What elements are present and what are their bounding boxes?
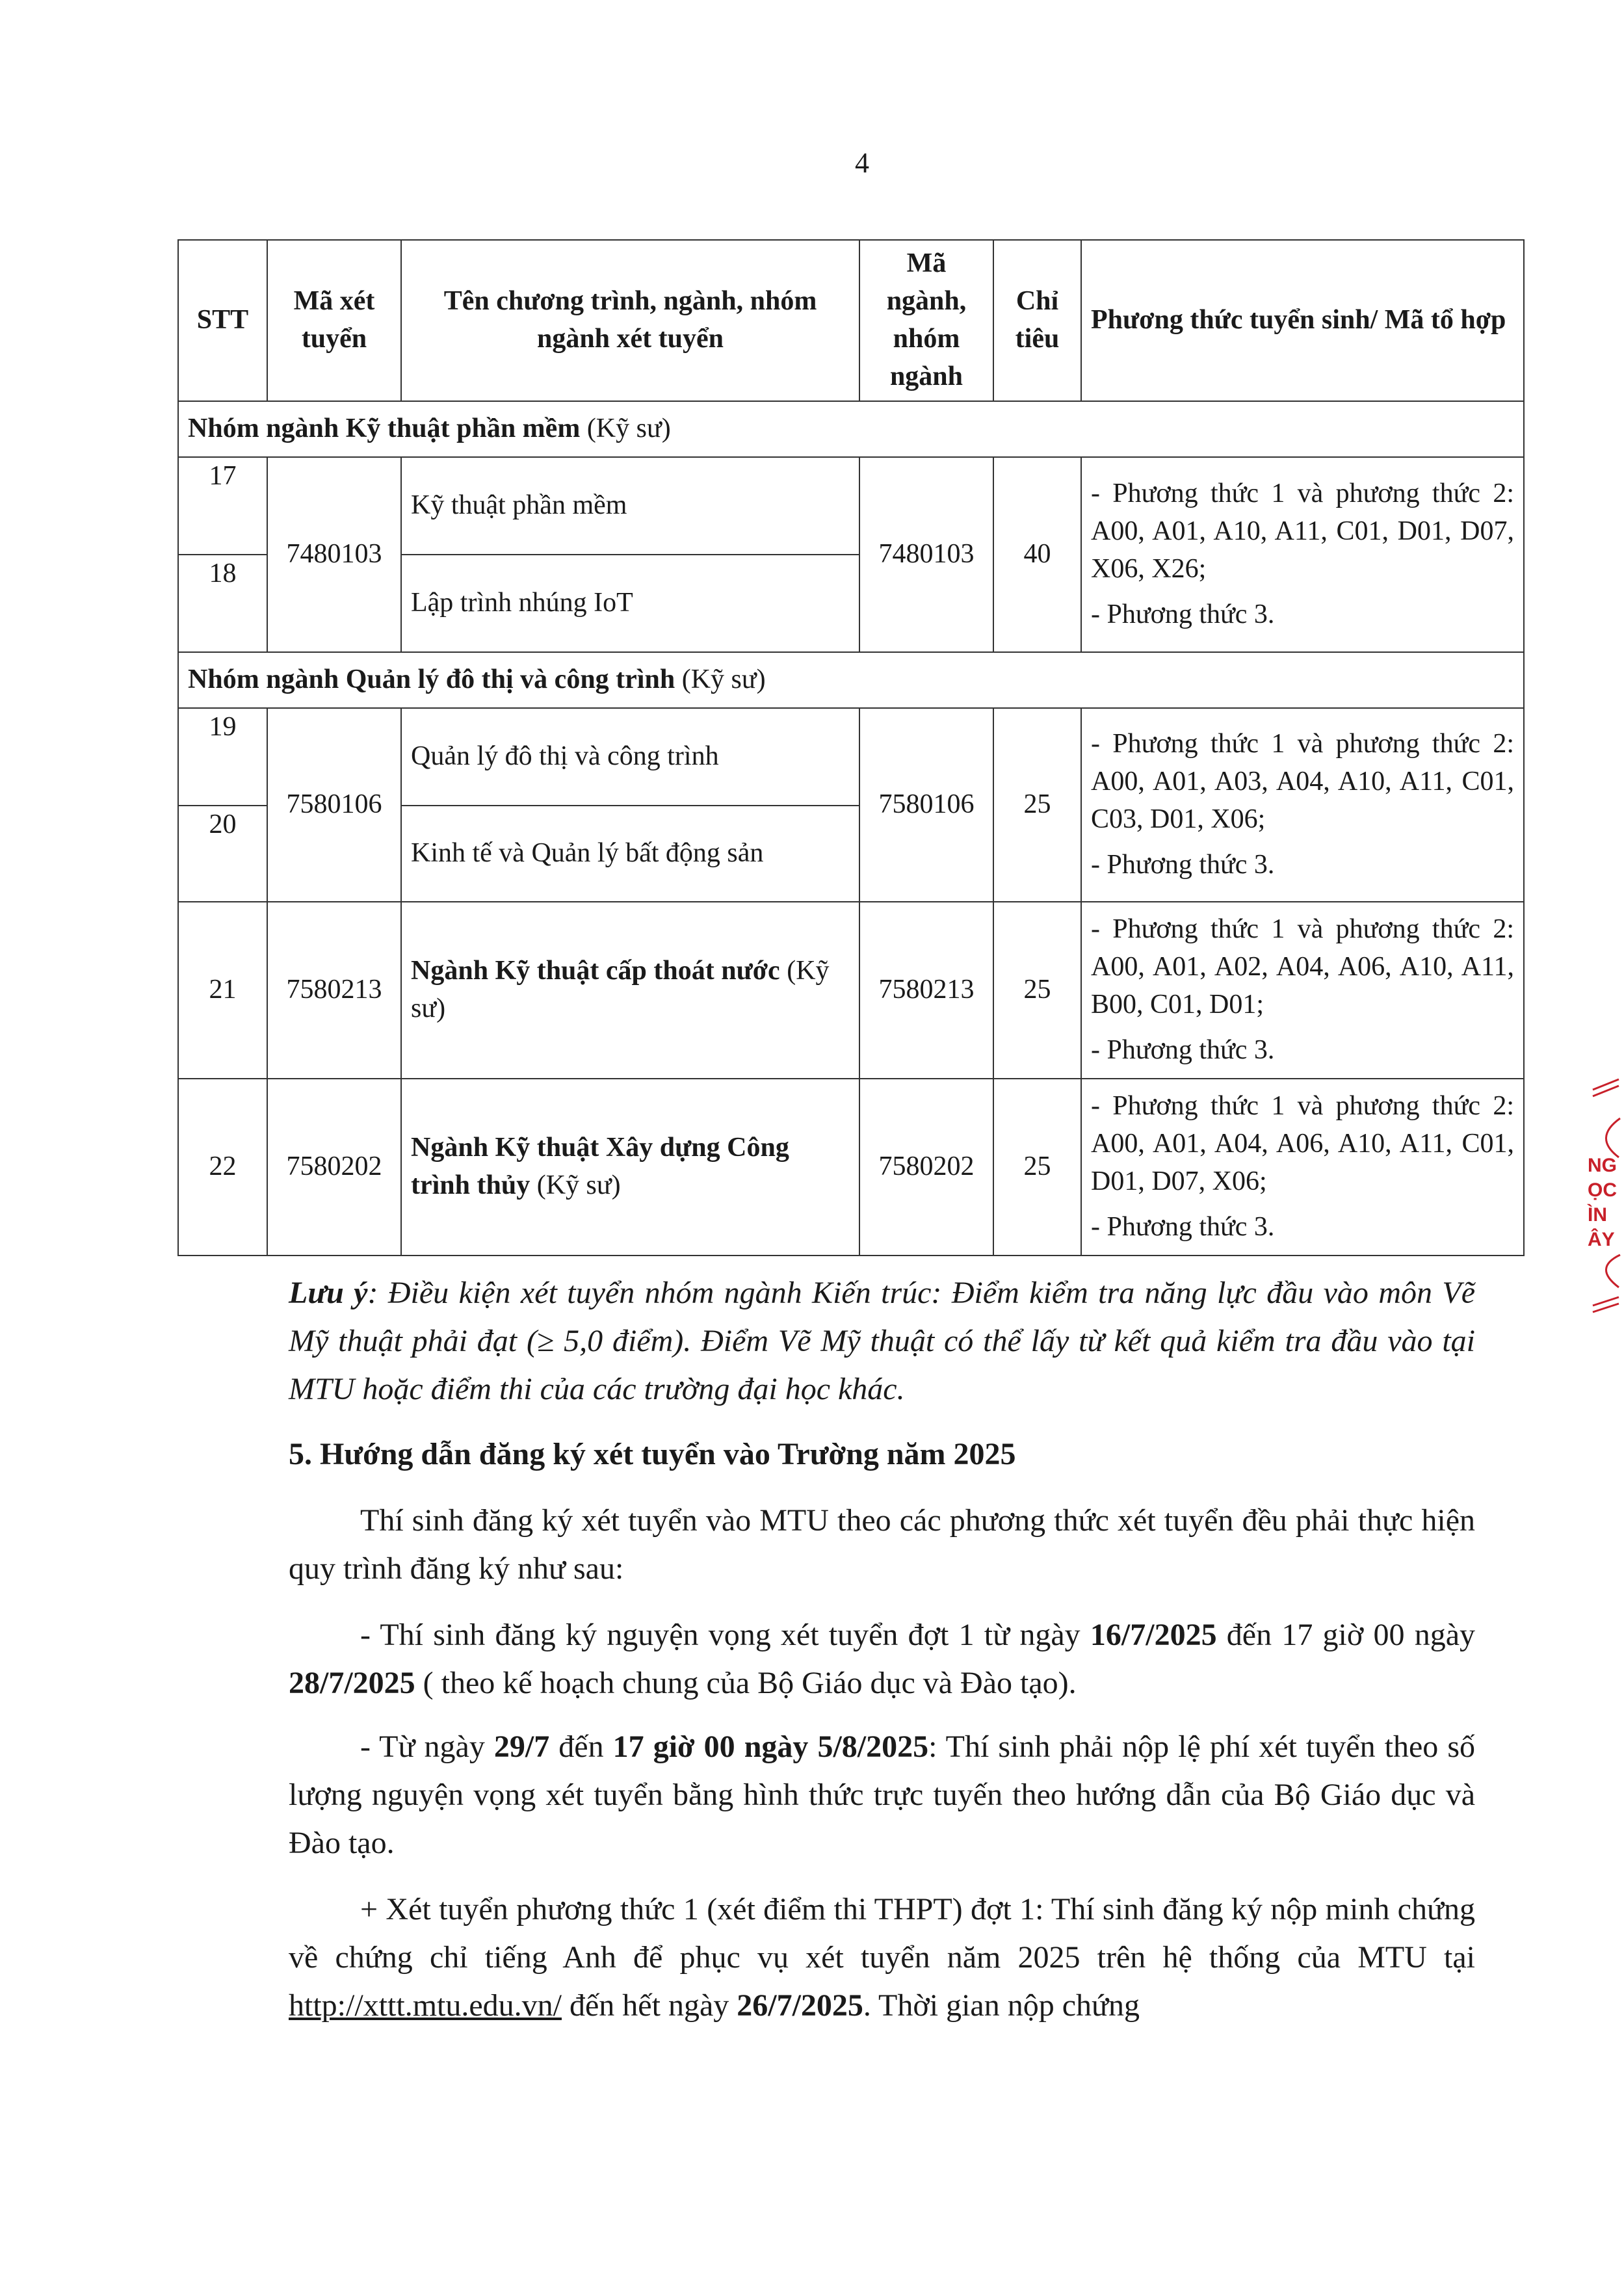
chi-tieu-cell: 25 xyxy=(993,902,1081,1079)
note-text: : Điều kiện xét tuyển nhóm ngành Kiến trúc: Điểm kiểm tra năng lực đầu vào môn Vẽ Mỹ thuật phải đạt (≥ 5,0 điểm). Điểm Vẽ Mỹ thuật có thể lấy từ kết quả kiểm tra đầu vào tại MTU hoặc điểm thi của các trường đại học khác. xyxy=(289,1276,1476,1406)
section-heading: 5. Hướng dẫn đăng ký xét tuyển vào Trường năm 2025 xyxy=(289,1437,1016,1471)
ma-nganh-cell: 7580202 xyxy=(859,1079,993,1256)
stt-cell: 21 xyxy=(178,902,267,1079)
ma-xet-tuyen-cell: 7580213 xyxy=(267,902,401,1079)
header-chi-tieu: Chỉ tiêu xyxy=(993,240,1081,401)
method-1-text: - Phương thức 1 và phương thức 2: A00, A01, A03, A04, A10, A11, C01, C03, D01, X06; xyxy=(1091,729,1514,834)
group-title-row xyxy=(178,652,1524,708)
stamp-text: NG xyxy=(1588,1155,1617,1176)
header-phuong-thuc: Phương thức tuyển sinh/ Mã tổ hợp xyxy=(1081,240,1524,401)
stt-cell: 22 xyxy=(178,1079,267,1256)
table-row xyxy=(178,902,1524,1079)
program-name-cell: Kinh tế và Quản lý bất động sản xyxy=(401,806,859,902)
svg-text:ỌC: ỌC xyxy=(1588,1179,1617,1201)
stt-cell: 19 xyxy=(178,708,267,806)
chi-tieu-cell: 25 xyxy=(993,1079,1081,1256)
header-stt: STT xyxy=(178,240,267,401)
table-header-row xyxy=(178,240,1524,401)
note-paragraph xyxy=(289,1269,1475,1414)
program-name-cell: Ngành Kỹ thuật Xây dựng Công trình thủy (Kỹ sư) xyxy=(401,1079,859,1256)
paragraph-1: Thí sinh đăng ký xét tuyển vào MTU theo các phương thức xét tuyển đều phải thực hiện quy trình đăng ký như sau: xyxy=(289,1503,1475,1586)
table-row xyxy=(178,457,1524,555)
ma-xet-tuyen-cell: 7580202 xyxy=(267,1079,401,1256)
method-1-text: - Phương thức 1 và phương thức 2: A00, A01, A02, A04, A06, A10, A11, B00, C01, D01; xyxy=(1091,914,1514,1019)
note-label: Lưu ý xyxy=(289,1276,368,1310)
mtu-link[interactable]: http://xttt.mtu.edu.vn/ xyxy=(289,1988,562,2023)
ma-xet-tuyen-cell: 7480103 xyxy=(267,457,401,652)
table-row xyxy=(178,1079,1524,1256)
stt-cell: 18 xyxy=(178,555,267,652)
svg-text:ÌN: ÌN xyxy=(1588,1204,1607,1226)
method-cell xyxy=(1081,902,1524,1079)
program-name-cell: Lập trình nhúng IoT xyxy=(401,555,859,652)
ma-nganh-cell: 7580213 xyxy=(859,902,993,1079)
method-cell xyxy=(1081,1079,1524,1256)
ma-nganh-cell: 7580106 xyxy=(859,708,993,902)
method-1-text: - Phương thức 1 và phương thức 2: A00, A01, A04, A06, A10, A11, C01, D01, D07, X06; xyxy=(1091,1091,1514,1196)
header-ma-nganh: Mã ngành, nhóm ngành xyxy=(859,240,993,401)
paragraph-4: + Xét tuyển phương thức 1 (xét điểm thi THPT) đợt 1: Thí sinh đăng ký nộp minh chứng về chứng chỉ tiếng Anh để phục vụ xét tuyển năm 2025 trên hệ thống của MTU tại http://xttt.mtu.edu.vn/ đến hết ngày 26/7/2025. Thời gian nộp chứng xyxy=(289,1892,1475,2023)
stt-cell: 17 xyxy=(178,457,267,555)
method-2-text: - Phương thức 3. xyxy=(1091,599,1275,629)
svg-text:ÂY: ÂY xyxy=(1588,1229,1615,1250)
method-2-text: - Phương thức 3. xyxy=(1091,849,1275,880)
method-2-text: - Phương thức 3. xyxy=(1091,1034,1275,1065)
paragraph-2: - Thí sinh đăng ký nguyện vọng xét tuyển đợt 1 từ ngày 16/7/2025 đến 17 giờ 00 ngày 28/7/2025 ( theo kế hoạch chung của Bộ Giáo dục và Đào tạo). xyxy=(289,1618,1475,1700)
ma-xet-tuyen-cell: 7580106 xyxy=(267,708,401,902)
page-number: 4 xyxy=(855,147,869,179)
red-stamp-fragment xyxy=(1580,1073,1624,1313)
stt-cell: 20 xyxy=(178,806,267,902)
program-name-cell: Quản lý đô thị và công trình xyxy=(401,708,859,806)
method-2-text: - Phương thức 3. xyxy=(1091,1211,1275,1242)
program-name-cell: Ngành Kỹ thuật cấp thoát nước (Kỹ sư) xyxy=(401,902,859,1079)
chi-tieu-cell: 25 xyxy=(993,708,1081,902)
method-cell xyxy=(1081,457,1524,652)
group-title: Nhóm ngành Kỹ thuật phần mềm (Kỹ sư) xyxy=(178,401,1524,457)
paragraph-3: - Từ ngày 29/7 đến 17 giờ 00 ngày 5/8/2025: Thí sinh phải nộp lệ phí xét tuyển theo số lượng nguyện vọng xét tuyển bằng hình thức trực tuyến theo hướng dẫn của Bộ Giáo dục và Đào tạo. xyxy=(289,1729,1475,1860)
ma-nganh-cell: 7480103 xyxy=(859,457,993,652)
method-cell xyxy=(1081,708,1524,902)
header-ten-chuong-trinh: Tên chương trình, ngành, nhóm ngành xét tuyển xyxy=(401,240,859,401)
program-name-cell: Kỹ thuật phần mềm xyxy=(401,457,859,555)
admission-table xyxy=(177,239,1525,1256)
chi-tieu-cell: 40 xyxy=(993,457,1081,652)
table-row xyxy=(178,708,1524,806)
group-title: Nhóm ngành Quản lý đô thị và công trình (Kỹ sư) xyxy=(178,652,1524,708)
method-1-text: - Phương thức 1 và phương thức 2: A00, A01, A10, A11, C01, D01, D07, X06, X26; xyxy=(1091,479,1514,584)
header-ma-xet-tuyen: Mã xét tuyển xyxy=(267,240,401,401)
group-title-row xyxy=(178,401,1524,457)
